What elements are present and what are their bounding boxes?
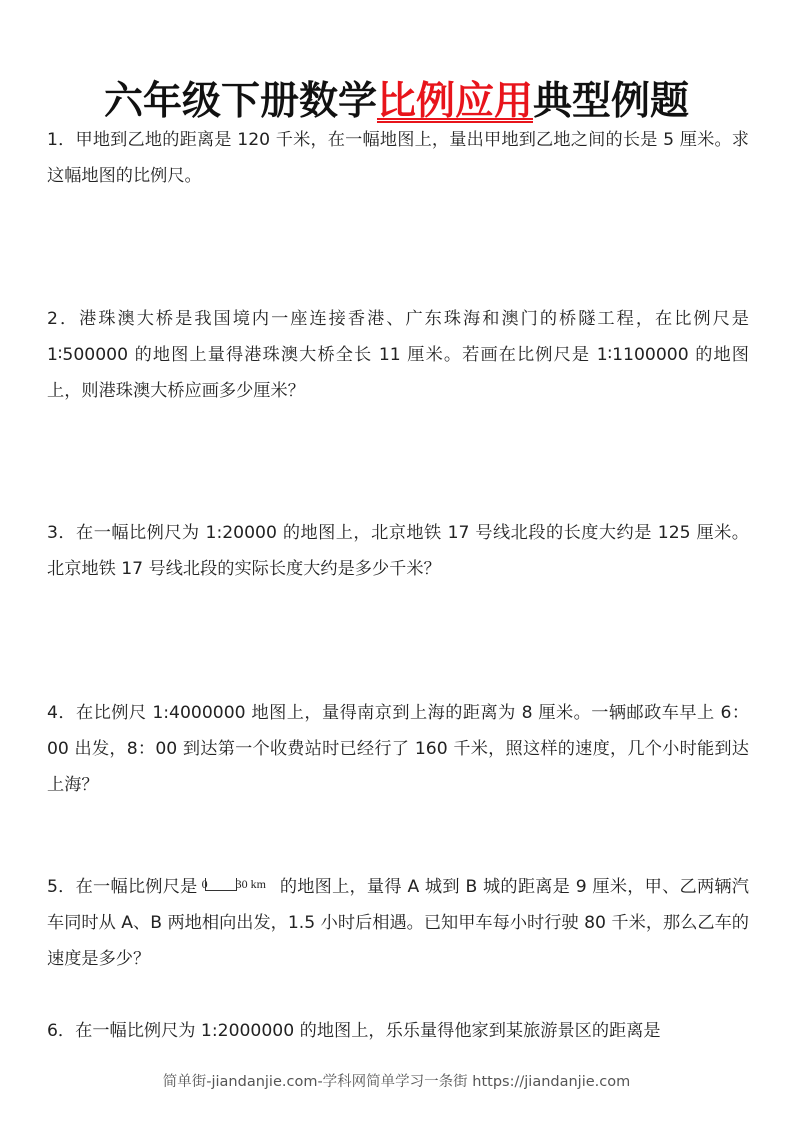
question-text: 港珠澳大桥是我国境内一座连接香港、广东珠海和澳门的桥隧工程，在比例尺是 1∶500000 的地图上量得港珠澳大桥全长 11 厘米。若画在比例尺是 1∶1100000 的地图上，则港珠澳大桥应画多少厘米？	[47, 309, 749, 401]
footer-watermark: 简单街-jiandanjie.com-学科网简单学习一条街 https://jiandanjie.com	[162, 1074, 631, 1090]
scale-bar-line	[205, 878, 237, 891]
question-number: 1．	[47, 130, 76, 150]
question-text: 甲地到乙地的距离是 120 千米，在一幅地图上，量出甲地到乙地之间的长是 5 厘米。求这幅地图的比例尺。	[47, 130, 749, 186]
question-1	[47, 122, 749, 194]
question-text-before: 在一幅比例尺是	[75, 877, 198, 897]
question-number: 2．	[47, 309, 80, 329]
scale-bar-figure	[198, 872, 280, 894]
question-2	[47, 301, 749, 409]
scale-bar-start-label: 0	[201, 877, 208, 891]
question-5	[47, 869, 749, 977]
question-text-after: 的地图上，量得 A 城到 B 城的距离是 9 厘米，甲、乙两辆汽车同时从 A、B 两地相向出发，1.5 小时后相遇。已知甲车每小时行驶 80 千米，那么乙车的速度是多少？	[47, 877, 749, 969]
question-number: 3．	[47, 523, 77, 543]
question-number: 5．	[47, 877, 76, 897]
question-text: 在比例尺 1:4000000 地图上，量得南京到上海的距离为 8 厘米。一辆邮政车早上 6：00 出发，8：00 到达第一个收费站时已经行了 160 千米，照这样的速度，几个小时能到达上海？	[47, 703, 750, 795]
question-number: 4．	[47, 703, 76, 723]
title-suffix: 典型例题	[533, 79, 690, 125]
title-highlight: 比例应用	[376, 79, 533, 125]
question-number: 6．	[47, 1021, 76, 1041]
title-prefix: 六年级下册数学	[103, 79, 377, 125]
question-text: 在一幅比例尺为 1:20000 的地图上，北京地铁 17 号线北段的长度大约是 125 厘米。北京地铁 17 号线北段的实际长度大约是多少千米？	[47, 523, 749, 579]
question-text: 在一幅比例尺为 1:2000000 的地图上，乐乐量得他家到某旅游景区的距离是	[75, 1021, 661, 1041]
question-3	[47, 515, 749, 587]
question-4	[47, 695, 749, 803]
question-6	[47, 1013, 749, 1049]
scale-bar-end-label: 30 km	[235, 877, 266, 891]
